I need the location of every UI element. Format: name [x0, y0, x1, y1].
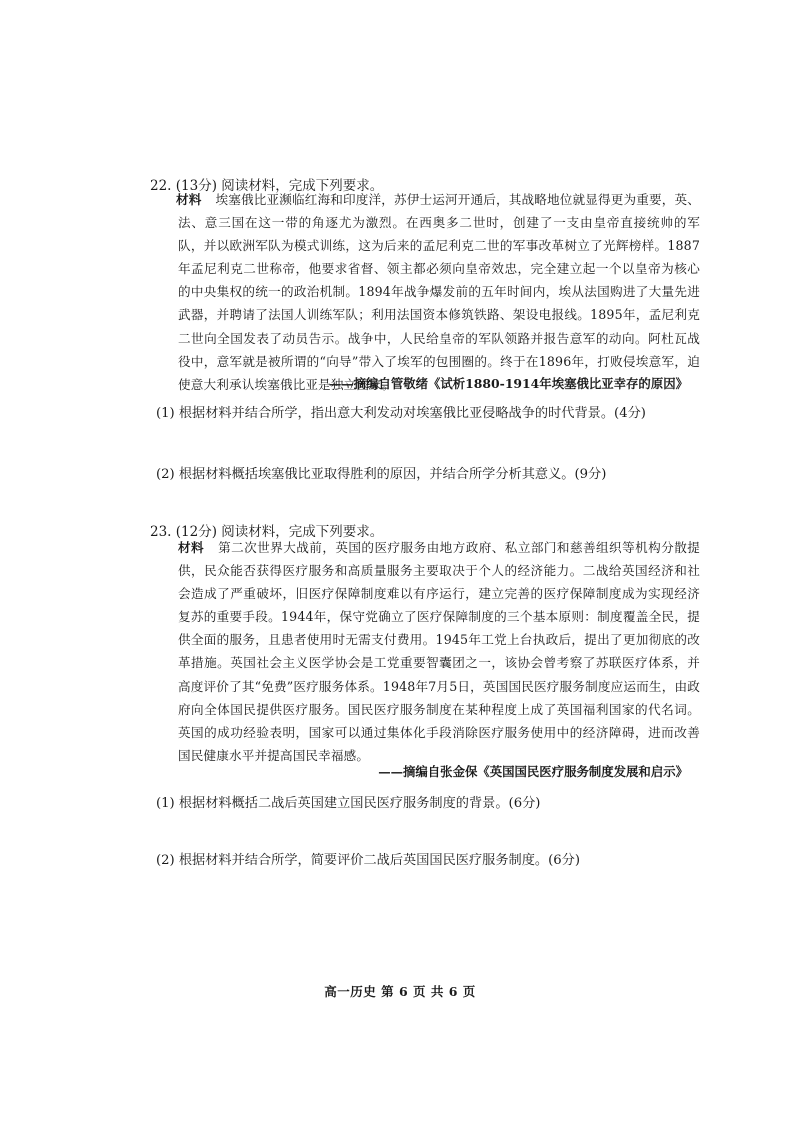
question-22-subquestion-2: (2) 根据材料概括埃塞俄比亚取得胜利的原因，并结合所学分析其意义。(9分) — [156, 467, 607, 482]
material-label: 材料 — [176, 192, 202, 207]
question-23-subquestion-1: (1) 根据材料概括二战后英国建立国民医疗服务制度的背景。(6分) — [156, 796, 541, 811]
material-label: 材料 — [178, 540, 205, 555]
question-22-subquestion-1: (1) 根据材料并结合所学，指出意大利发动对埃塞俄比亚侵略战争的时代背景。(4分) — [156, 406, 646, 421]
question-23-header: 23. (12分) 阅读材料，完成下列要求。 — [150, 524, 384, 540]
question-23-source: ——摘编自张金保《英国国民医疗服务制度发展和启示》 — [378, 764, 688, 779]
question-22-material — [178, 188, 700, 396]
question-23-material — [178, 536, 700, 767]
page-footer: 高一历史 第 6 页 共 6 页 — [324, 984, 476, 999]
material-text: 埃塞俄比亚濒临红海和印度洋，苏伊士运河开通后，其战略地位就显得更为重要，英、法、意三国在这一带的角逐尤为激烈。在西奥多二世时，创建了一支由皇帝直接统帅的军队，并以欧洲军队为模式训练，这为后来的孟尼利克二世的军事改革树立了光辉榜样。1887年孟尼利克二世称帝，他要求省督、领主都必须向皇帝效忠，完全建立起一个以皇帝为核心的中央集权的统一的政治机制。1894年战争爆发前的五年时间内，埃从法国购进了大量先进武器，并聘请了法国人训练军队；利用法国资本修筑铁路、架设电报线。1895年，孟尼利克二世向全国发表了动员告示。战争中，人民给皇帝的军队领路并报告意军的动向。阿杜瓦战役中，意军就是被所谓的“向导”带入了埃军的包围圈的。终于在1896年，打败侵埃意军，迫使意大利承认埃塞俄比亚是独立国家。 — [178, 192, 700, 392]
question-22-source: ——摘编自管敬绪《试析1880-1914年埃塞俄比亚幸存的原因》 — [328, 376, 688, 391]
question-23-subquestion-2: (2) 根据材料并结合所学，简要评价二战后英国国民医疗服务制度。(6分) — [156, 853, 580, 868]
material-text: 第二次世界大战前，英国的医疗服务由地方政府、私立部门和慈善组织等机构分散提供，民众能否获得医疗服务和高质量服务主要取决于个人的经济能力。二战给英国经济和社会造成了严重破坏，旧医疗保障制度难以有序运行，建立完善的医疗保障制度成为实现经济复苏的重要手段。1944年，保守党确立了医疗保障制度的三个基本原则：制度覆盖全民，提供全面的服务，且患者使用时无需支付费用。1945年工党上台执政后，提出了更加彻底的改革措施。英国社会主义医学协会是工党重要智囊团之一，该协会曾考察了苏联医疗体系，并高度评价了其“免费”医疗服务体系。1948年7月5日，英国国民医疗服务制度应运而生，由政府向全体国民提供医疗服务。国民医疗服务制度在某种程度上成了英国福利国家的代名词。英国的成功经验表明，国家可以通过集体化手段消除医疗服务使用中的经济障碍，进而改善国民健康水平并提高国民幸福感。 — [178, 540, 700, 763]
question-22-header: 22. (13分) 阅读材料，完成下列要求。 — [150, 178, 384, 194]
